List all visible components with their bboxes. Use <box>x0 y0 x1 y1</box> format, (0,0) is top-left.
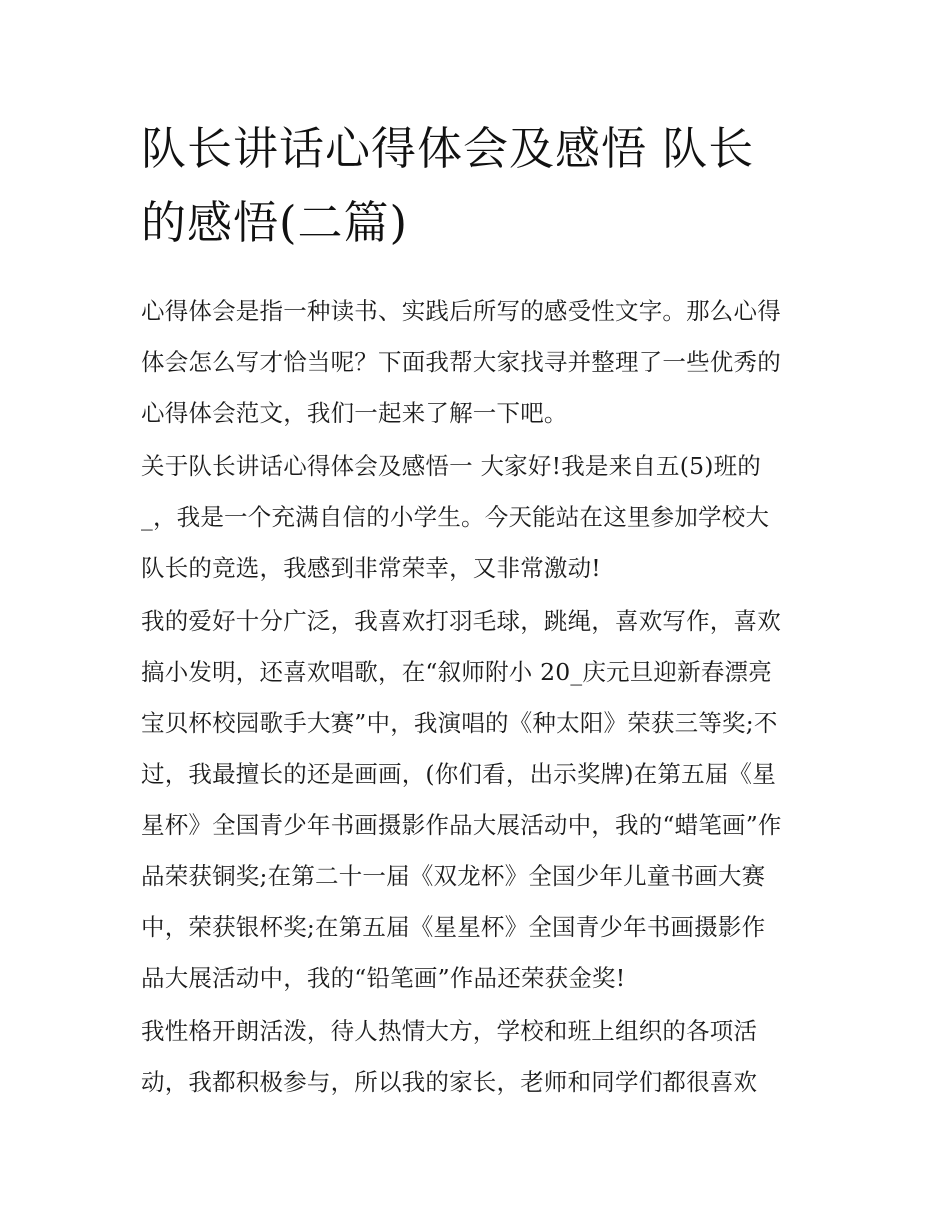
paragraph-self-introduction <box>141 439 813 594</box>
text-line: 星杯》全国青少年书画摄影作品大展活动中，我的“蜡笔画”作 <box>141 811 782 839</box>
text-line: 搞小发明，还喜欢唱歌，在“叙师附小 20_庆元旦迎新春漂亮 <box>141 658 772 686</box>
text-line: 中，荣获银杯奖;在第五届《星星杯》全国青少年书画摄影作 <box>141 913 766 941</box>
text-line: _，我是一个充满自信的小学生。今天能站在这里参加学校大 <box>141 503 770 531</box>
text-line: 宝贝杯校园歌手大赛”中，我演唱的《种太阳》荣获三等奖;不 <box>141 709 778 737</box>
text-line: 关于队长讲话心得体会及感悟一 大家好!我是来自五(5)班的 <box>141 452 762 480</box>
title-line: 的感悟(二篇) <box>141 196 409 249</box>
text-line: 我的爱好十分广泛，我喜欢打羽毛球，跳绳，喜欢写作，喜欢 <box>141 607 781 635</box>
text-line: 品大展活动中，我的“铅笔画”作品还荣获金奖! <box>141 964 626 992</box>
paragraph-intro <box>141 284 813 439</box>
text-line: 队长的竞选，我感到非常荣幸，又非常激动! <box>141 554 601 582</box>
text-line: 动，我都积极参与，所以我的家长，老师和同学们都很喜欢 <box>141 1068 758 1096</box>
title-line: 队长讲话心得体会及感悟 队长 <box>141 122 755 175</box>
text-line: 体会怎么写才恰当呢？下面我帮大家找寻并整理了一些优秀的 <box>141 348 781 376</box>
text-line: 心得体会范文，我们一起来了解一下吧。 <box>141 399 568 427</box>
document-page <box>141 112 813 1108</box>
text-line: 心得体会是指一种读书、实践后所写的感受性文字。那么心得 <box>141 297 781 325</box>
paragraph-personality <box>141 1004 813 1108</box>
text-line: 过，我最擅长的还是画画，(你们看，出示奖牌)在第五届《星 <box>141 760 776 788</box>
text-line: 品荣获铜奖;在第二十一届《双龙杯》全国少年儿童书画大赛 <box>141 862 766 890</box>
text-line: 我性格开朗活泼，待人热情大方，学校和班上组织的各项活 <box>141 1017 758 1045</box>
document-title <box>141 112 813 260</box>
paragraph-hobbies <box>141 594 813 1004</box>
